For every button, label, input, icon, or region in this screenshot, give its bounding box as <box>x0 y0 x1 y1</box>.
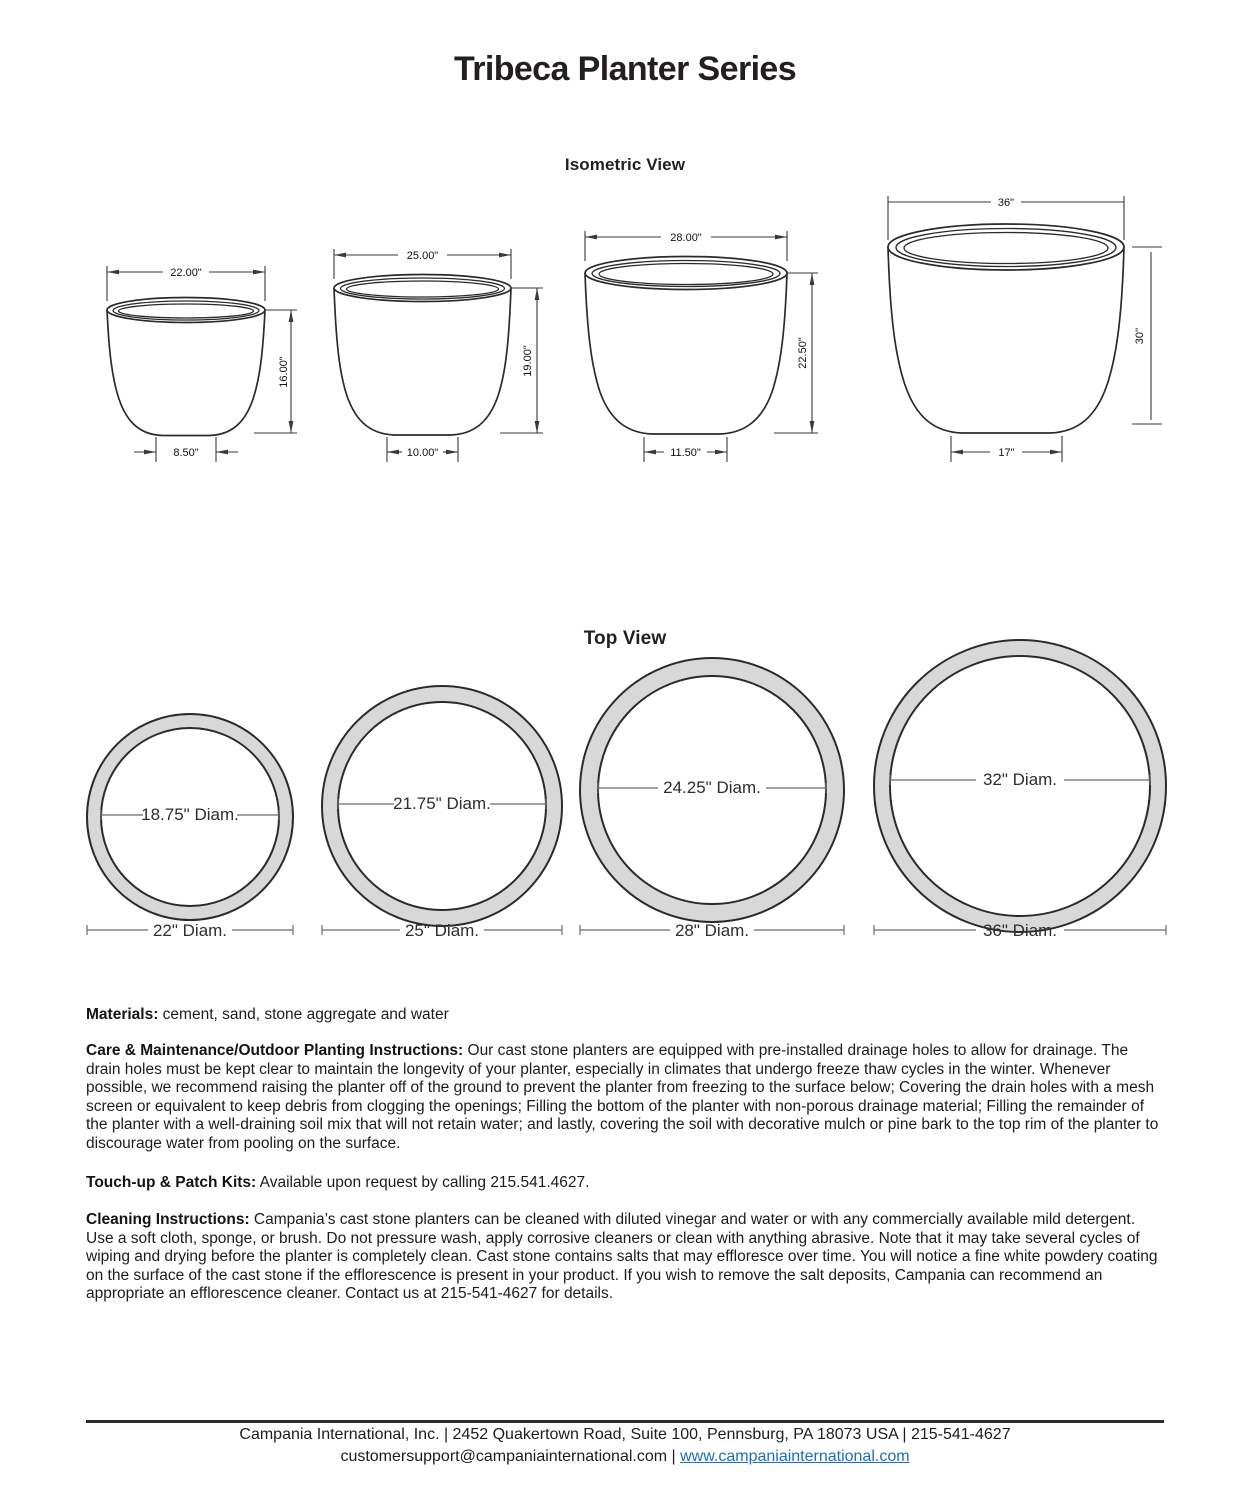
planter-body <box>585 273 787 434</box>
topview-ring-4 <box>874 640 1166 940</box>
planter-body <box>107 310 265 436</box>
cleaning-instructions-paragraph <box>86 1211 1160 1304</box>
care-instructions-paragraph <box>86 1042 1160 1153</box>
planter-isometric-2 <box>334 249 543 462</box>
touchup-label: Touch-up & Patch Kits: <box>86 1174 257 1191</box>
inner-diameter-label: 32" Diam. <box>982 770 1058 789</box>
care-instructions-text: Our cast stone planters are equipped with pre-installed drainage holes to allow for drainage. The drain holes must be kept clear to maintain the longevity of your planter, especially in climates that undergo freeze thaw cycles in the winter. Whenever possible, we recommend raising the planter off of the ground to prevent the planter from freezing to the surface below; Covering the drain holes with a mesh screen or equivalent to keep debris from clogging the openings; Filling the bottom of the planter with non-porous drainage material; Filling the remainder of the planter with a well-draining soil mix that will not retain water; and lastly, covering the soil with decorative mulch or pine bark to the top rim of the planter to discourage water from pooling on the surface. <box>86 1042 1159 1152</box>
page-title: Tribeca Planter Series <box>453 49 797 88</box>
materials-label: Materials: <box>86 1006 159 1023</box>
isometric-view-heading: Isometric View <box>564 155 686 175</box>
website-link[interactable]: www.campaniainternational.com <box>680 1448 910 1465</box>
cleaning-instructions-text: Campania’s cast stone planters can be cleaned with diluted vinegar and water or with any commercially available mild detergent. Use a soft cloth, sponge, or brush. Do not pressure wash, apply corrosive cleaners or clean with anything abrasive. Note that it may take several cycles of wiping and drying before the planter is completely clean. Cast stone contains salts that may effloresce over time. You will notice a fine white powdery coating on the surface of the cast stone if the efflorescence is present in your product. If you wish to remove the salt deposits, Campania can recommend an appropriate an efflorescence cleaner. Contact us at 215-541-4627 for details. <box>86 1211 1158 1302</box>
inner-diameter-label: 24.25" Diam. <box>663 778 761 797</box>
topview-ring-2 <box>322 686 562 940</box>
isometric-drawing <box>0 190 1250 470</box>
dim-height-label: 30'' <box>1134 327 1146 345</box>
inner-diameter-label: 21.75" Diam. <box>393 794 491 813</box>
planter-body <box>888 247 1124 433</box>
dim-height-label: 16.00" <box>278 356 290 388</box>
touchup-paragraph <box>86 1174 1160 1193</box>
dim-base-width-label: 17" <box>998 447 1015 459</box>
outer-diameter-label: 22" Diam. <box>152 921 228 940</box>
dim-height-label: 19.00" <box>522 345 534 377</box>
dim-base-width-label: 8.50" <box>173 447 199 459</box>
footer-separator: | <box>667 1448 681 1465</box>
top-view-drawing <box>0 636 1250 948</box>
outer-diameter-label: 25" Diam. <box>404 921 480 940</box>
footer-rule <box>86 1420 1164 1423</box>
topview-ring-3 <box>580 658 844 940</box>
planter-body <box>334 288 511 435</box>
materials-paragraph <box>86 1006 1160 1025</box>
planter-isometric-4 <box>888 196 1162 462</box>
topview-ring-1 <box>87 714 293 940</box>
planter-isometric-3 <box>585 231 818 462</box>
planter-isometric-1 <box>107 266 297 462</box>
footer-company-line: Campania International, Inc. | 2452 Quakertown Road, Suite 100, Pennsburg, PA 18073 USA | 215-541-4627 <box>239 1426 1011 1443</box>
dim-top-width-label: 36" <box>997 197 1015 209</box>
footer-email: customersupport@campaniainternational.com <box>340 1448 668 1465</box>
dim-top-width-label: 22.00" <box>170 267 202 279</box>
footer-contact-line <box>0 1448 1250 1466</box>
touchup-text: Available upon request by calling 215.541.4627. <box>256 1174 590 1191</box>
care-instructions-label: Care & Maintenance/Outdoor Planting Instructions: <box>86 1042 464 1059</box>
cleaning-instructions-label: Cleaning Instructions: <box>86 1211 250 1228</box>
dim-height-label: 22.50" <box>797 337 809 369</box>
dim-top-width-label: 25.00" <box>406 250 439 262</box>
materials-text: cement, sand, stone aggregate and water <box>158 1006 449 1023</box>
outer-diameter-label: 36" Diam. <box>982 921 1058 940</box>
inner-diameter-label: 18.75" Diam. <box>141 805 239 824</box>
dim-base-width-label: 11.50" <box>670 447 701 459</box>
top-view-heading: Top View <box>583 627 667 649</box>
outer-diameter-label: 28" Diam. <box>674 921 750 940</box>
dim-base-width-label: 10.00" <box>406 447 439 459</box>
dim-top-width-label: 28.00" <box>670 232 702 244</box>
